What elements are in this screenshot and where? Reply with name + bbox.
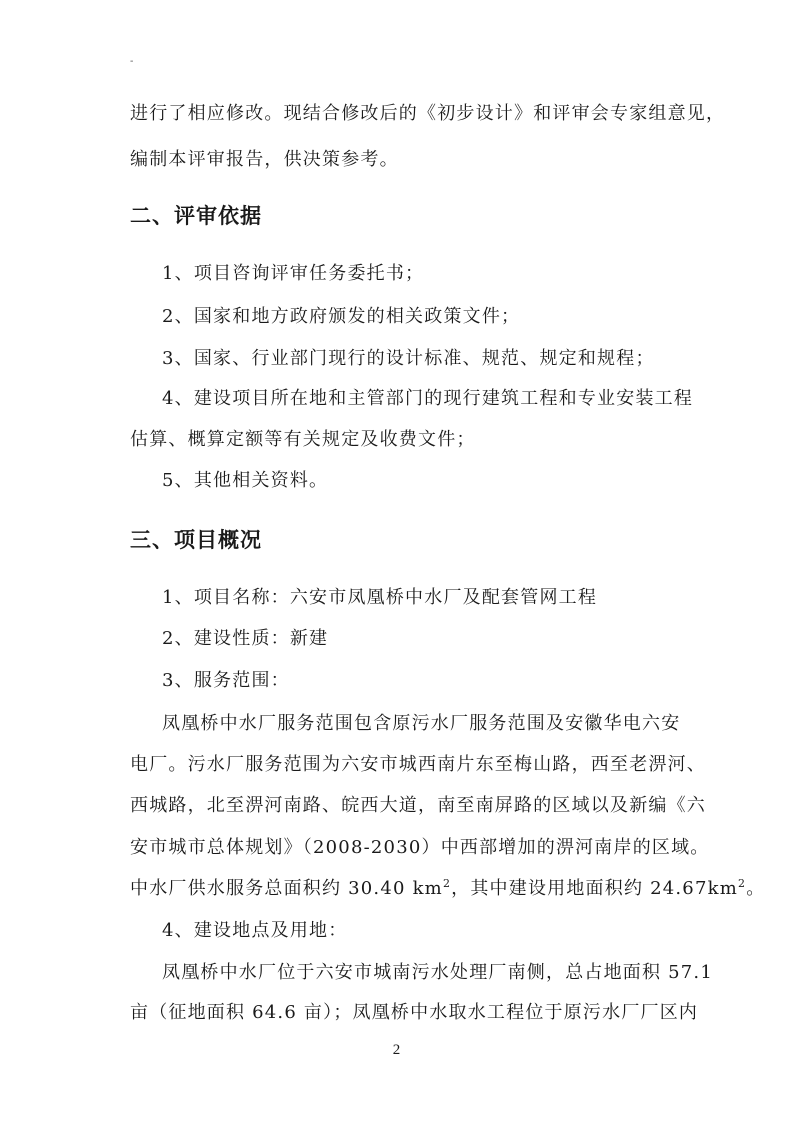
list-item-continued: 估算、概算定额等有关规定及收费文件； (130, 429, 476, 450)
list-item: 3、国家、行业部门现行的设计标准、规范、规定和规程； (162, 348, 655, 369)
paragraph-line: 凤凰桥中水厂位于六安市城南污水处理厂南侧，总占地面积 57.1 (162, 962, 713, 983)
paragraph-line: 凤凰桥中水厂服务范围包含原污水厂服务范围及安徽华电六安 (162, 713, 681, 734)
paragraph-line: 亩（征地面积 64.6 亩）；凤凰桥中水取水工程位于原污水厂厂区内 (130, 1002, 699, 1023)
list-item: 1、项目名称：六安市凤凰桥中水厂及配套管网工程 (162, 587, 598, 608)
list-item: 4、建设地点及用地： (162, 920, 348, 941)
scan-mark: - (130, 56, 134, 67)
section-heading-3: 三、项目概况 (130, 528, 262, 552)
list-item: 5、其他相关资料。 (162, 470, 329, 491)
list-item: 1、项目咨询评审任务委托书； (162, 263, 425, 284)
section-heading-2: 二、评审依据 (130, 204, 262, 228)
area-text-2: ，其中建设用地面积约 24.67km (451, 878, 738, 899)
paragraph-line: 电厂。污水厂服务范围为六安市城西南片东至梅山路，西至老淠河、 (130, 754, 706, 775)
area-text-1: 中水厂供水服务总面积约 30.40 km (130, 878, 443, 899)
page-number: 2 (392, 1042, 401, 1058)
list-item: 2、建设性质：新建 (162, 628, 329, 649)
paragraph-line (130, 877, 765, 901)
list-item: 3、服务范围： (162, 670, 290, 691)
paragraph-line: 西城路，北至淠河南路、皖西大道，南至南屏路的区域以及新编《六 (130, 795, 706, 816)
superscript: 2 (442, 877, 452, 890)
list-item: 2、国家和地方政府颁发的相关政策文件； (162, 306, 521, 327)
paragraph-line: 进行了相应修改。现结合修改后的《初步设计》和评审会专家组意见， (130, 103, 726, 124)
superscript: 2 (737, 877, 747, 890)
paragraph-line: 编制本评审报告，供决策参考。 (130, 149, 399, 170)
paragraph-line: 安市城市总体规划》（2008-2030）中西部增加的淠河南岸的区域。 (130, 837, 710, 858)
area-text-3: 。 (746, 878, 766, 899)
list-item: 4、建设项目所在地和主管部门的现行建筑工程和专业安装工程 (162, 388, 694, 409)
